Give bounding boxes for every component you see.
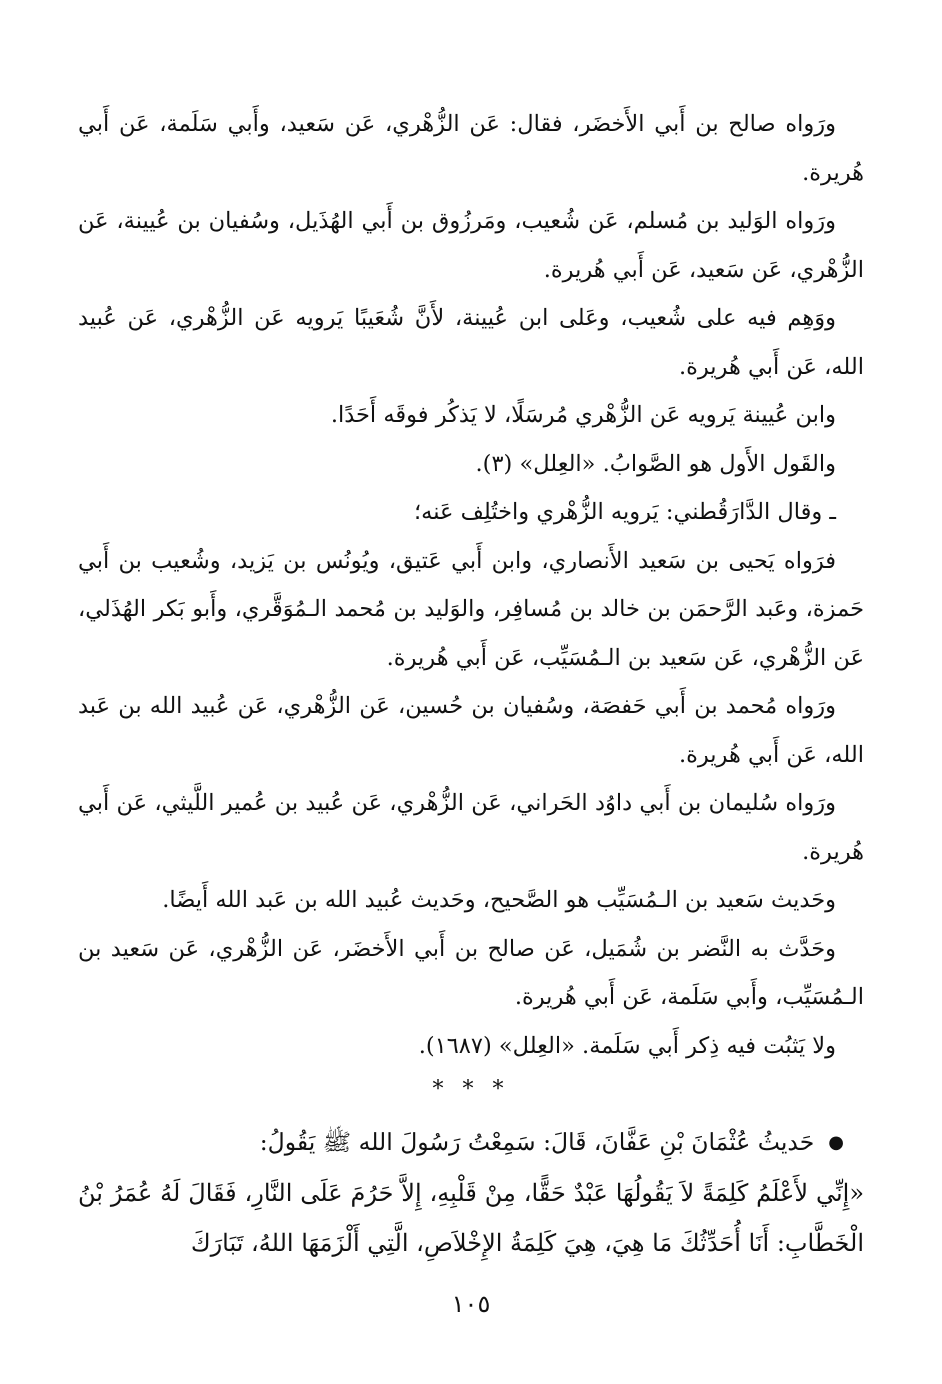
section-separator: * * * — [432, 1077, 510, 1102]
paragraph: والقَول الأَول هو الصَّوابُ. «العِلل» (٣). — [475, 450, 836, 477]
hadith-title-text: حَديثُ عُثْمَانَ بْنِ عَفَّانَ، قَالَ: سَمِعْتُ رَسُولَ الله ﷺ يَقُولُ: — [259, 1128, 815, 1156]
paragraph: ورَواه مُحمد بن أَبي حَفصَة، وسُفيان بن حُسين، عَن الزُّهْري، عَن عُبيد الله بن عَبد الله، عَن أَبي هُريرة. — [78, 693, 864, 768]
main-text-block — [78, 100, 864, 1268]
paragraph: ولا يَثبُت فيه ذِكر أَبي سَلَمة. «العِلل» (١٦٨٧). — [418, 1032, 836, 1059]
hadith-title — [78, 1118, 864, 1168]
paragraph: ورَواه سُليمان بن أَبي داوُد الحَراني، عَن الزُّهْري، عَن عُبيد بن عُمير اللَّيثي، عَن أَبي هُريرة. — [78, 790, 864, 865]
paragraph: ورَواه صالح بن أَبي الأَخضَر، فقال: عَن الزُّهْري، عَن سَعيد، وأَبي سَلَمة، عَن أَبي هُريرة. — [78, 111, 864, 186]
paragraph: وابن عُيينة يَرويه عَن الزُّهْري مُرسَلًا، لا يَذكُر فوقَه أَحَدًا. — [330, 402, 836, 428]
hadith-text: «إِنِّي لأَعْلَمُ كَلِمَةً لاَ يَقُولُهَا عَبْدٌ حَقًّا، مِنْ قَلْبِهِ، إِلاَّ حَرُمَ عَلَى النَّارِ، فَقَالَ لَهُ عُمَرُ بْنُ الْخَطَّابِ: أَنَا أُحَدِّثُكَ مَا هِيَ، هِيَ كَلِمَةُ الإِخْلاَصِ، الَّتِي أَلْزَمَهَا اللهُ، تَبَارَكَ — [78, 1178, 864, 1257]
paragraph: وحَديث سَعيد بن الـمُسَيِّب هو الصَّحيح، وحَديث عُبيد الله بن عَبد الله أَيضًا. — [162, 887, 836, 913]
paragraph: ـ وقال الدَّارَقُطني: يَرويه الزُّهْري واختُلِف عَنه؛ — [414, 499, 836, 525]
paragraph: ورَواه الوَليد بن مُسلم، عَن شُعيب، ومَرزُوق بن أَبي الهُذَيل، وسُفيان بن عُيينة، عَن الزُّهْري، عَن سَعيد، عَن أَبي هُريرة. — [78, 208, 864, 283]
paragraph: ووَهِم فيه على شُعيب، وعَلى ابن عُيينة، لأَنَّ شُعَيبًا يَرويه عَن الزُّهْري، عَن عُبيد الله، عَن أَبي هُريرة. — [78, 305, 864, 380]
paragraph: فرَواه يَحيى بن سَعيد الأَنصاري، وابن أَبي عَتيق، ويُونُس بن يَزيد، وشُعيب بن أَبي حَمزة، وعَبد الرَّحمَن بن خالد بن مُسافِر، والوَليد بن مُحمد الـمُوَقَّري، وأَبو بَكر الهُذَلي، عَن الزُّهْري، عَن سَعيد بن الـمُسَيِّب، عَن أَبي هُريرة. — [78, 547, 864, 671]
bullet-icon: ● — [828, 1132, 844, 1154]
paragraph: وحَدَّث به النَّضر بن شُمَيل، عَن صالح بن أَبي الأَخضَر، عَن الزُّهْري، عَن سَعيد بن الـمُسَيِّب، وأَبي سَلَمة، عَن أَبي هُريرة. — [78, 935, 864, 1010]
page-number: ١٠٥ — [451, 1290, 491, 1318]
